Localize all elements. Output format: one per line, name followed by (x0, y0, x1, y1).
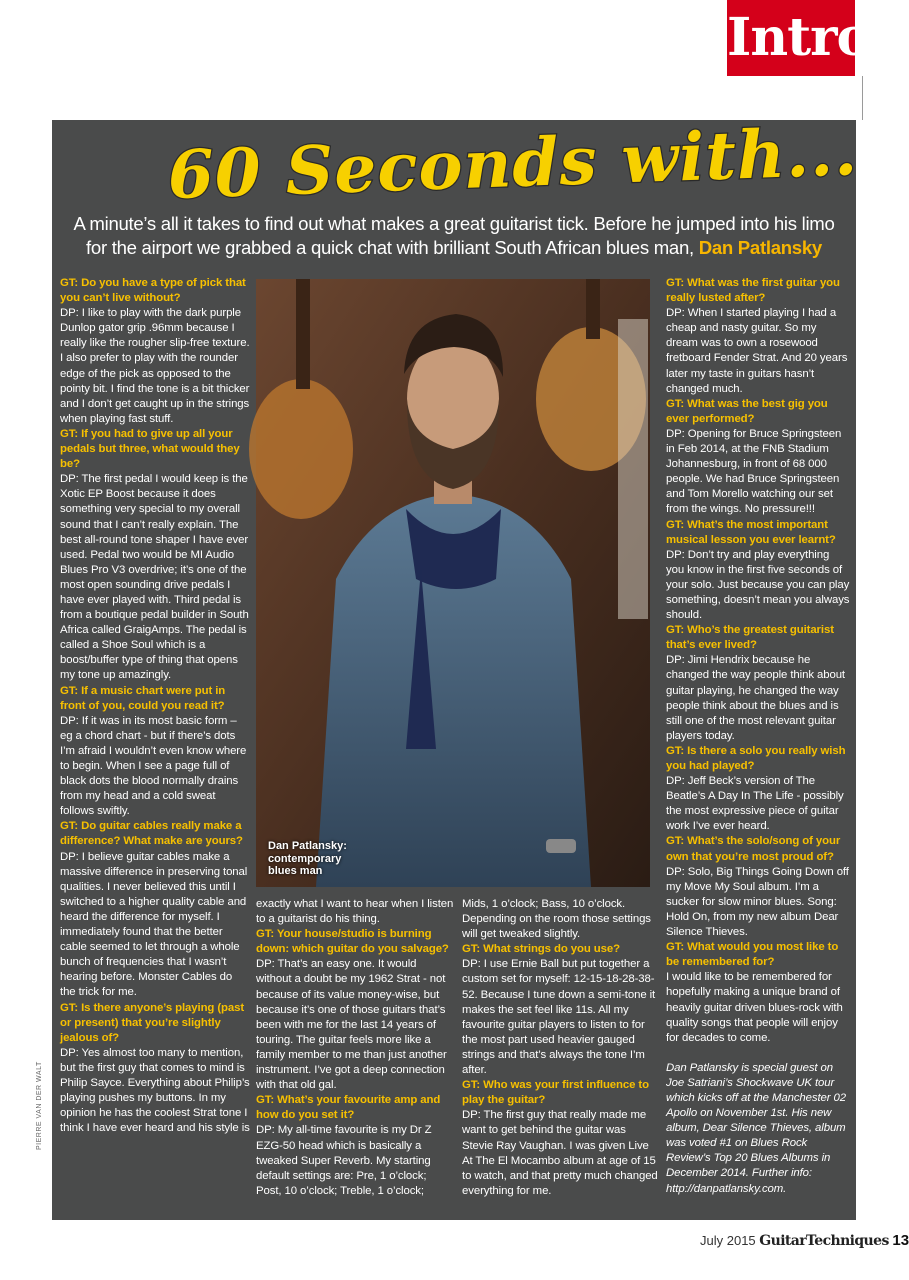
question: GT: Your house/studio is burning down: which guitar do you salvage? (256, 928, 449, 956)
section-tab-intro: Intro (727, 0, 855, 76)
question: GT: Who was your first influence to play the guitar? (462, 1079, 649, 1107)
photo-credit: PIERRE VAN DER WALT (36, 1061, 43, 1150)
answer: DP: If it was in its most basic form – eg a chord chart - but if there’s dots I’m afraid I wouldn’t even know where to begin. When I see a page full of black dots the blood normally drains from my head and a cold sweat follows swiftly. (60, 714, 247, 818)
column-2 (256, 897, 454, 1199)
column-4 (666, 276, 850, 1197)
issue-date: July 2015 (700, 1233, 756, 1248)
question: GT: If you had to give up all your pedals but three, what would they be? (60, 427, 240, 471)
standfirst-name: Dan Patlansky (698, 237, 822, 258)
answer: DP: When I started playing I had a cheap and nasty guitar. So my dream was to own a rosewood fretboard Fender Strat. And 20 years later my taste in guitars hasn’t changed much. (666, 307, 848, 395)
answer: DP: Opening for Bruce Springsteen in Feb 2014, at the FNB Stadium Johannesburg, in front of 68 000 people. We had Bruce Springsteen and Tom Morello watching our set from the wings. No pressure!!! (666, 427, 842, 516)
portrait-photo (256, 279, 650, 887)
column-1 (60, 276, 250, 1136)
answer: DP: Solo, Big Things Going Down off my Move My Soul album. I’m a sucker for slow minor blues. Song: Hold On, from my new album Dear Silence Thieves. (666, 865, 849, 939)
standfirst-line2-text: for the airport we grabbed a quick chat with brilliant South African blues man, (86, 237, 699, 258)
answer: exactly what I want to hear when I listen to a guitarist do his thing. (256, 898, 454, 926)
answer: DP: My all-time favourite is my Dr Z EZG-50 head which is basically a tweaked Super Reverb. My starting default settings are: Pre, 1 o’clock; Post, 10 o’clock; Treble, 1 o’clock; (256, 1124, 432, 1197)
question: GT: Is there anyone’s playing (past or present) that you’re slightly jealous of? (60, 1001, 245, 1044)
footnote: Dan Patlansky is special guest on Joe Satriani’s Shockwave UK tour which kicks off at the Manchester 02 Apollo on November 1st. His new album, Dear Silence Thieves, album was voted #1 on Blues Rock Review’s Top 20 Blues Albums in December 2014. Further info: http://danpatlansky.com. (666, 1061, 847, 1195)
standfirst (72, 212, 836, 260)
question: GT: What’s the most important musical lesson you ever learnt? (666, 518, 836, 546)
page-number: 13 (892, 1232, 909, 1249)
answer: DP: The first guy that really made me want to get behind the guitar was Stevie Ray Vaughan. I was given Live At The El Mocambo album at age of 15 to watch, and that pretty much changed everything for me. (462, 1109, 658, 1197)
headline-lettering (160, 112, 859, 215)
standfirst-line2 (72, 236, 836, 260)
answer: DP: Jeff Beck’s version of The Beatle’s A Day In The Life - possibly the most expressive piece of guitar work I’ve ever heard. (666, 775, 844, 833)
question: GT: Do you have a type of pick that you can’t live without? (60, 277, 246, 305)
portrait-illustration (256, 279, 650, 887)
question: GT: What would you most like to be remembered for? (666, 941, 839, 969)
answer: DP: The first pedal I would keep is the Xotic EP Boost because it does something very special to my overall sound that I can’t really explain. The best all-round tone shaper I have ever used. Pedal two would be MI Audio Blues Pro V3 overdrive; it’s one of the most open sounding drive pedals I have ever played with. Third pedal is from a boutique pedal builder in South Africa called GraigAmps. The pedal is called a Shoe Soul which is a boost/buffer type of thing that opens my tone up amazingly. (60, 473, 249, 682)
caption-line3: blues man (268, 865, 323, 877)
question: GT: What strings do you use? (462, 943, 620, 956)
headline (160, 112, 859, 215)
answer: DP: I believe guitar cables make a massive difference in preserving tonal qualities. I never believed this until I switched to a higher quality cable and heard the difference for myself. I immediately found that the better cable seemed to let through a whole bunch of frequencies that I wasn’t hearing before. Monster Cables do the trick for me. (60, 850, 248, 999)
magazine-name: GuitarTechniques (759, 1233, 889, 1249)
answer: DP: Jimi Hendrix because he changed the way people think about guitar playing, he changed the way people think about the blues and is still one of the most relevant guitar players today. (666, 654, 845, 742)
answer: DP: Yes almost too many to mention, but the first guy that comes to mind is Philip Sayce. Everything about Philip’s playing pushes my buttons. In my opinion he has the coolest Strat tone I think I have ever heard and his style is (60, 1046, 250, 1135)
page-folio (700, 1232, 909, 1249)
answer: DP: I like to play with the dark purple Dunlop gator grip .96mm because I really like the rougher slip-free texture. I also prefer to play with the rounder edge of the pick as opposed to the pointy bit. I find the tone is a bit thicker and I don’t get caught up in the strings when playing fast stuff. (60, 307, 250, 425)
photo-caption (268, 840, 347, 878)
caption-line2: contemporary (268, 852, 342, 865)
question: GT: What’s your favourite amp and how do you set it? (256, 1094, 441, 1122)
column-3 (462, 897, 658, 1199)
answer: I would like to be remembered for hopefully making a unique brand of heavily guitar driven blues-rock with quality songs that people will enjoy for decades to come. (666, 971, 843, 1044)
headline-text: 60 Seconds with... (166, 112, 859, 215)
question: GT: If a music chart were put in front of you, could you read it? (60, 684, 226, 712)
question: GT: What was the best gig you ever performed? (666, 397, 828, 425)
question: GT: Do guitar cables really make a difference? What make are yours? (60, 820, 243, 848)
question: GT: What was the first guitar you really lusted after? (666, 277, 840, 305)
question: GT: Who’s the greatest guitarist that’s ever lived? (666, 624, 834, 652)
answer: DP: I use Ernie Ball but put together a custom set for myself: 12-15-18-28-38-52. Because I tune down a semi-tone it makes the set feel like 11s. All my favourite guitar players to listen to for the most part used heavier gauged strings and that’s always the tone I’m after. (462, 958, 656, 1077)
vertical-rule (862, 76, 863, 120)
caption-line1: Dan Patlansky: (268, 840, 347, 852)
answer: DP: That’s an easy one. It would without a doubt be my 1962 Strat - not because of its value money-wise, but because it’s one of those guitars that’s been with me for the last 14 years of touring. The guitar feels more like a family member to me than just another instrument. I’ve got a deep connection with that old gal. (256, 958, 447, 1092)
answer: DP: Don’t try and play everything you know in the first five seconds of your solo. Just because you can play something, doesn’t mean you always should. (666, 548, 850, 622)
answer: Mids, 1 o’clock; Bass, 10 o’clock. Depending on the room those settings will get tweaked slightly. (462, 898, 651, 941)
question: GT: What’s the solo/song of your own that you’re most proud of? (666, 835, 841, 863)
question: GT: Is there a solo you really wish you had played? (666, 744, 846, 772)
standfirst-line1: A minute’s all it takes to find out what makes a great guitarist tick. Before he jumped into his limo (73, 213, 835, 234)
